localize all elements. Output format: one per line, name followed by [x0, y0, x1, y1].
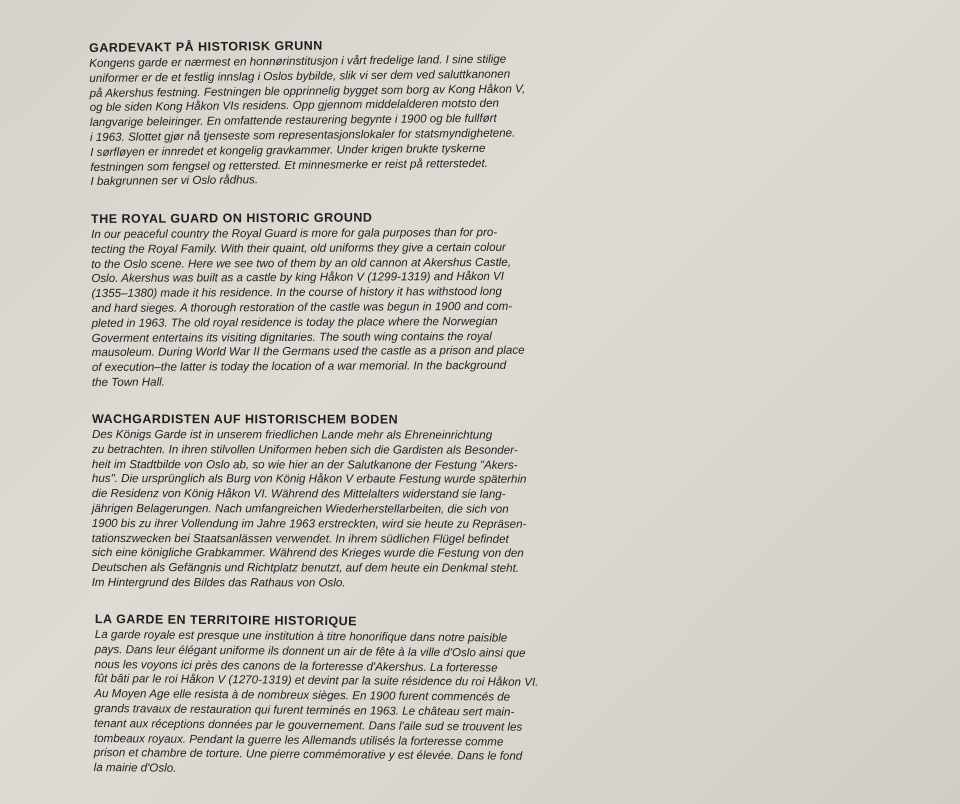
text-line: I sørfløyen er innredet et kongelig gravkammer. Under krigen brukte tyskerne: [90, 141, 486, 159]
text-line: (1355–1380) made it his residence. In the course of history it has withstood long: [91, 285, 502, 301]
text-line: sich eine königliche Grabkammer. Während des Krieges wurde die Festung von den: [91, 546, 524, 561]
text-line: the Town Hall.: [91, 375, 165, 389]
text-line: i 1963. Slottet gjør nå tjenseste som representasjonslokaler for statsmyndighetene.: [89, 126, 516, 144]
text-line: Au Moyen Age elle resista à de nombreux sièges. En 1900 furent commencés de: [94, 687, 511, 704]
text-line: la mairie d'Oslo.: [93, 761, 177, 775]
text-line: tationszwecken bei Staatsanlässen verwendet. In ihrem südlichen Flügel befindet: [91, 531, 509, 546]
text-line: zu betrachten. In ihren stilvollen Uniformen heben sich die Gardisten als Besonder-: [91, 442, 518, 457]
section-body: [94, 628, 575, 780]
text-line: Deutschen als Gefängnis und Richtplatz benutzt, auf dem heute ein Denkmal steht.: [91, 561, 520, 575]
text-line: I bakgrunnen ser vi Oslo rådhus.: [90, 173, 259, 189]
section-french: [94, 612, 575, 780]
text-line: of execution–the latter is today the location of a war memorial. In the background: [91, 359, 507, 375]
text-line: 1900 bis zu ihrer Vollendung im Jahre 1963 erstreckten, wird sie heute zu Repräsen-: [91, 516, 527, 531]
text-line: nous les voyons ici près des canons de la forteresse d'Akershus. La forteresse: [94, 657, 498, 675]
section-heading: WACHGARDISTEN AUF HISTORISCHEM BODEN: [91, 412, 399, 427]
section-heading: LA GARDE EN TERRITOIRE HISTORIQUE: [94, 612, 358, 629]
text-line: Des Königs Garde ist in unserem friedlichen Lande mehr als Ehreneinrichtung: [91, 427, 493, 442]
text-line: jährigen Belagerungen. Nach umfangreichen Wiederherstellarbeiten, die sich von: [91, 501, 509, 516]
text-line: på Akershus festning. Festningen ble opprinnelig bygget som borg av Kong Håkon V,: [89, 82, 526, 100]
text-line: festningen som fengsel og rettersted. Et minnesmerke er reist på retterstedet.: [90, 156, 488, 174]
section-heading: GARDEVAKT PÅ HISTORISK GRUNN: [89, 38, 323, 55]
text-line: tenant aux réceptions données par le gouvernement. Dans l'aile sud se trouvent les: [93, 716, 523, 734]
text-line: mausoleum. During World War II the Germans used the castle as a prison and place: [91, 344, 525, 360]
text-line: langvarige beleiringer. En omfattende restaurering begynte i 1900 og ble fullført: [89, 111, 497, 130]
text-line: Im Hintergrund des Bildes das Rathaus von Oslo.: [91, 575, 346, 590]
section-heading: THE ROYAL GUARD ON HISTORIC GROUND: [91, 210, 373, 226]
section-body: [91, 225, 572, 390]
text-line: to the Oslo scene. Here we see two of them by an old cannon at Akershus Castle,: [91, 255, 512, 271]
section-body: [92, 428, 572, 592]
section-german: [92, 412, 572, 592]
text-line: Oslo. Akershus was built as a castle by king Håkon V (1299-1319) and Håkon VI: [91, 270, 505, 286]
text-line: hus". Die ursprünglich als Burg von König Håkon V erbaute Festung wurde späterhin: [91, 472, 527, 487]
text-line: tecting the Royal Family. With their quaint, old uniforms they give a certain colour: [91, 240, 506, 256]
text-line: pleted in 1963. The old royal residence is today the place where the Norwegian: [91, 314, 498, 330]
text-line: heit im Stadtbilde von Oslo ab, so wie hier an der Salutkanone der Festung "Akers-: [91, 457, 518, 472]
text-line: tombeaux royaux. Pendant la guerre les Allemands utilisés la forteresse comme: [93, 731, 504, 749]
text-line: die Residenz von König Håkon VI. Während des Mittelalters widerstand sie lang-: [91, 487, 506, 501]
text-line: Goverment entertains its visiting dignitaries. The south wing contains the royal: [91, 329, 492, 345]
text-line: og ble siden Kong Håkon VIs residens. Opp gjennom middelalderen motsto den: [89, 97, 500, 115]
text-line: Kongens garde er nærmest en honnørinstitusjon i vårt fredelige land. I sine stilige: [89, 52, 507, 70]
text-line: pays. Dans leur élégant uniforme ils donnent un air de fête à la ville d'Oslo ainsi que: [94, 642, 526, 660]
section-norwegian: [89, 36, 571, 190]
text-line: La garde royale est presque une institution à titre honorifique dans notre paisible: [94, 627, 508, 645]
text-line: grands travaux de restauration qui furent terminés en 1963. Le château sert main-: [94, 701, 515, 719]
text-line: and hard sieges. A thorough restoration of the castle was begun in 1900 and com-: [91, 299, 513, 315]
text-line: uniformer er de et festlig innslag i Oslos bybilde, slik vi ser dem ved saluttkanonen: [89, 67, 511, 85]
text-line: prison et chambre de torture. Une pierre commémorative y est élevée. Dans le fond: [93, 746, 523, 764]
section-english: [91, 209, 572, 390]
section-body: [89, 52, 570, 190]
text-line: fût bâti par le roi Håkon V (1270-1319) et devint par la suite résidence du roi Håkon VI.: [94, 672, 539, 690]
text-line: In our peaceful country the Royal Guard is more for gala purposes than for pro-: [91, 225, 498, 241]
